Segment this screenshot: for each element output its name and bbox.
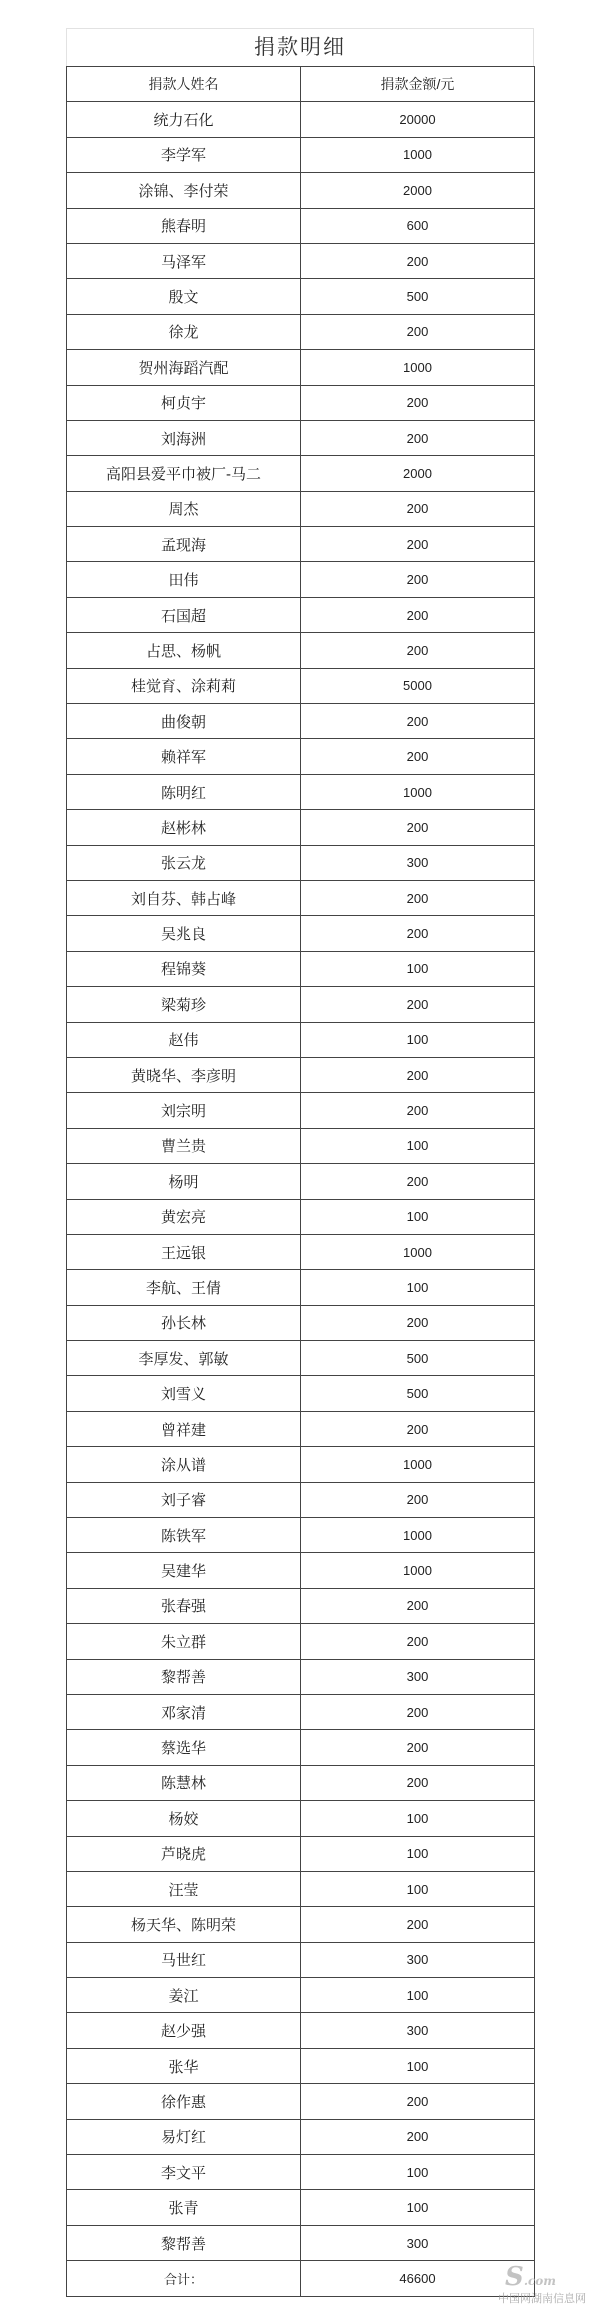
donor-name-cell: 杨明	[67, 1164, 301, 1199]
donor-name-cell: 朱立群	[67, 1624, 301, 1659]
table-row	[67, 1093, 535, 1128]
donor-name-cell: 李厚发、郭敏	[67, 1341, 301, 1376]
donor-name-cell: 李航、王倩	[67, 1270, 301, 1305]
donation-amount-cell: 1000	[301, 1518, 535, 1553]
table-row	[67, 2084, 535, 2119]
donation-amount-cell: 500	[301, 1376, 535, 1411]
donation-amount-cell: 200	[301, 880, 535, 915]
table-row	[67, 562, 535, 597]
table-row	[67, 102, 535, 137]
donor-name-cell: 柯贞宇	[67, 385, 301, 420]
table-row	[67, 1871, 535, 1906]
donor-name-cell: 蔡选华	[67, 1730, 301, 1765]
donation-amount-cell: 200	[301, 562, 535, 597]
table-row	[67, 2155, 535, 2190]
donation-amount-cell: 100	[301, 1199, 535, 1234]
site-watermark	[436, 2262, 586, 2306]
donation-amount-cell: 100	[301, 1022, 535, 1057]
table-row	[67, 2013, 535, 2048]
donation-amount-cell: 1000	[301, 1553, 535, 1588]
table-row	[67, 2190, 535, 2225]
donation-amount-cell: 200	[301, 1765, 535, 1800]
donation-amount-cell: 200	[301, 314, 535, 349]
table-row	[67, 1518, 535, 1553]
table-row	[67, 1942, 535, 1977]
donor-name-cell: 程锦葵	[67, 951, 301, 986]
donation-amount-cell: 200	[301, 1907, 535, 1942]
donation-amount-cell: 200	[301, 1624, 535, 1659]
donation-amount-cell: 100	[301, 1128, 535, 1163]
donation-amount-cell: 200	[301, 739, 535, 774]
table-row	[67, 1624, 535, 1659]
donor-name-cell: 田伟	[67, 562, 301, 597]
donation-amount-cell: 5000	[301, 668, 535, 703]
donation-amount-cell: 200	[301, 2084, 535, 2119]
donor-name-cell: 杨天华、陈明荣	[67, 1907, 301, 1942]
table-row	[67, 1234, 535, 1269]
donation-amount-cell: 2000	[301, 456, 535, 491]
table-row	[67, 916, 535, 951]
donation-amount-cell: 300	[301, 845, 535, 880]
donor-name-cell: 徐龙	[67, 314, 301, 349]
donation-amount-cell: 100	[301, 1871, 535, 1906]
donor-name-cell: 赵少强	[67, 2013, 301, 2048]
table-row	[67, 739, 535, 774]
donation-amount-cell: 200	[301, 243, 535, 278]
donation-amount-cell: 20000	[301, 102, 535, 137]
table-row	[67, 173, 535, 208]
donor-name-cell: 李学军	[67, 137, 301, 172]
donation-amount-cell: 200	[301, 633, 535, 668]
table-row	[67, 1128, 535, 1163]
donation-amount-cell: 200	[301, 987, 535, 1022]
donation-amount-cell: 200	[301, 810, 535, 845]
donor-name-cell: 陈铁军	[67, 1518, 301, 1553]
header-donation-amount: 捐款金额/元	[301, 67, 535, 102]
donor-name-cell: 邓家清	[67, 1694, 301, 1729]
donor-name-cell: 马世红	[67, 1942, 301, 1977]
donor-name-cell: 徐作惠	[67, 2084, 301, 2119]
donation-amount-cell: 200	[301, 916, 535, 951]
watermark-text: 中国网湖南信息网	[498, 2293, 586, 2305]
donor-name-cell: 曲俊朝	[67, 704, 301, 739]
table-row	[67, 1411, 535, 1446]
donor-name-cell: 涂锦、李付荣	[67, 173, 301, 208]
donor-name-cell: 涂从谱	[67, 1447, 301, 1482]
donor-name-cell: 孙长林	[67, 1305, 301, 1340]
table-row	[67, 1022, 535, 1057]
donation-amount-cell: 100	[301, 1270, 535, 1305]
donation-amount-cell: 1000	[301, 1234, 535, 1269]
table-row	[67, 1447, 535, 1482]
donor-name-cell: 刘宗明	[67, 1093, 301, 1128]
table-row	[67, 420, 535, 455]
table-row	[67, 633, 535, 668]
table-row	[67, 1376, 535, 1411]
page-title: 捐款明细	[66, 28, 534, 66]
donor-name-cell: 吴建华	[67, 1553, 301, 1588]
table-row	[67, 774, 535, 809]
donation-amount-cell: 200	[301, 704, 535, 739]
donor-name-cell: 熊春明	[67, 208, 301, 243]
donation-amount-cell: 100	[301, 2048, 535, 2083]
table-row	[67, 1907, 535, 1942]
donor-name-cell: 高阳县爱平巾被厂-马二	[67, 456, 301, 491]
table-row	[67, 1057, 535, 1092]
donor-name-cell: 张华	[67, 2048, 301, 2083]
table-row	[67, 951, 535, 986]
table-row	[67, 1588, 535, 1623]
donor-name-cell: 赵彬林	[67, 810, 301, 845]
donor-name-cell: 刘子睿	[67, 1482, 301, 1517]
donation-amount-cell: 300	[301, 2013, 535, 2048]
donation-amount-cell: 1000	[301, 1447, 535, 1482]
table-row	[67, 491, 535, 526]
donation-amount-cell: 200	[301, 1694, 535, 1729]
donor-name-cell: 吴兆良	[67, 916, 301, 951]
donor-name-cell: 占思、杨帆	[67, 633, 301, 668]
donor-name-cell: 张春强	[67, 1588, 301, 1623]
donation-sheet	[66, 28, 534, 2297]
donor-name-cell: 李文平	[67, 2155, 301, 2190]
donation-amount-cell: 1000	[301, 137, 535, 172]
donor-name-cell: 黄宏亮	[67, 1199, 301, 1234]
donation-amount-cell: 1000	[301, 774, 535, 809]
donor-name-cell: 孟现海	[67, 527, 301, 562]
donation-amount-cell: 200	[301, 1164, 535, 1199]
donation-amount-cell: 500	[301, 279, 535, 314]
donor-name-cell: 统力石化	[67, 102, 301, 137]
donation-amount-cell: 200	[301, 527, 535, 562]
donation-amount-cell: 300	[301, 2225, 535, 2260]
table-row	[67, 1341, 535, 1376]
donor-name-cell: 王远银	[67, 1234, 301, 1269]
table-row	[67, 1730, 535, 1765]
donor-name-cell: 黎帮善	[67, 1659, 301, 1694]
donor-name-cell: 陈慧林	[67, 1765, 301, 1800]
table-row	[67, 1164, 535, 1199]
table-row	[67, 243, 535, 278]
table-header-row	[67, 67, 535, 102]
donation-amount-cell: 200	[301, 1588, 535, 1623]
donor-name-cell: 芦晓虎	[67, 1836, 301, 1871]
donor-name-cell: 梁菊珍	[67, 987, 301, 1022]
donation-amount-cell: 2000	[301, 173, 535, 208]
donation-amount-cell: 100	[301, 1836, 535, 1871]
total-label: 合计：	[67, 2261, 301, 2296]
table-row	[67, 2225, 535, 2260]
donor-name-cell: 曾祥建	[67, 1411, 301, 1446]
donation-amount-cell: 100	[301, 2190, 535, 2225]
table-body	[67, 102, 535, 2261]
table-row	[67, 1694, 535, 1729]
donor-name-cell: 贺州海蹈汽配	[67, 350, 301, 385]
table-row	[67, 1836, 535, 1871]
table-row	[67, 385, 535, 420]
donation-amount-cell: 200	[301, 1305, 535, 1340]
table-row	[67, 1482, 535, 1517]
table-row	[67, 314, 535, 349]
table-row	[67, 597, 535, 632]
table-row	[67, 880, 535, 915]
table-row	[67, 2048, 535, 2083]
donation-amount-cell: 200	[301, 420, 535, 455]
table-row	[67, 350, 535, 385]
table-row	[67, 810, 535, 845]
table-row	[67, 137, 535, 172]
donor-name-cell: 杨姣	[67, 1801, 301, 1836]
table-row	[67, 2119, 535, 2154]
donation-amount-cell: 200	[301, 1411, 535, 1446]
donation-amount-cell: 200	[301, 1730, 535, 1765]
table-row	[67, 704, 535, 739]
donation-amount-cell: 1000	[301, 350, 535, 385]
donation-amount-cell: 500	[301, 1341, 535, 1376]
table-row	[67, 527, 535, 562]
table-row	[67, 208, 535, 243]
table-row	[67, 1765, 535, 1800]
donation-amount-cell: 200	[301, 1482, 535, 1517]
table-row	[67, 279, 535, 314]
table-row	[67, 845, 535, 880]
donor-name-cell: 桂觉育、涂莉莉	[67, 668, 301, 703]
donation-amount-cell: 100	[301, 2155, 535, 2190]
donation-amount-cell: 600	[301, 208, 535, 243]
table-row	[67, 1978, 535, 2013]
table-row	[67, 1553, 535, 1588]
donor-name-cell: 黄晓华、李彦明	[67, 1057, 301, 1092]
donor-name-cell: 周杰	[67, 491, 301, 526]
donation-table	[66, 66, 535, 2297]
donor-name-cell: 张云龙	[67, 845, 301, 880]
watermark-logo: S.com	[505, 2262, 556, 2292]
donor-name-cell: 易灯红	[67, 2119, 301, 2154]
donation-amount-cell: 200	[301, 385, 535, 420]
donation-amount-cell: 100	[301, 1801, 535, 1836]
table-row	[67, 987, 535, 1022]
donor-name-cell: 黎帮善	[67, 2225, 301, 2260]
donor-name-cell: 刘自芬、韩占峰	[67, 880, 301, 915]
table-row	[67, 1659, 535, 1694]
header-donor-name: 捐款人姓名	[67, 67, 301, 102]
table-row	[67, 668, 535, 703]
donation-amount-cell: 300	[301, 1942, 535, 1977]
table-row	[67, 1801, 535, 1836]
donor-name-cell: 刘海洲	[67, 420, 301, 455]
donor-name-cell: 张青	[67, 2190, 301, 2225]
donor-name-cell: 姜江	[67, 1978, 301, 2013]
donation-amount-cell: 200	[301, 2119, 535, 2154]
donation-amount-cell: 200	[301, 1093, 535, 1128]
donation-amount-cell: 200	[301, 597, 535, 632]
donor-name-cell: 赖祥军	[67, 739, 301, 774]
total-amount: 46600	[301, 2261, 535, 2296]
donor-name-cell: 马泽军	[67, 243, 301, 278]
donation-amount-cell: 300	[301, 1659, 535, 1694]
donor-name-cell: 殷文	[67, 279, 301, 314]
donor-name-cell: 刘雪义	[67, 1376, 301, 1411]
donor-name-cell: 石国超	[67, 597, 301, 632]
donor-name-cell: 赵伟	[67, 1022, 301, 1057]
table-row	[67, 1270, 535, 1305]
donor-name-cell: 陈明红	[67, 774, 301, 809]
donation-amount-cell: 100	[301, 1978, 535, 2013]
donor-name-cell: 汪莹	[67, 1871, 301, 1906]
donor-name-cell: 曹兰贵	[67, 1128, 301, 1163]
table-row	[67, 1199, 535, 1234]
donation-amount-cell: 200	[301, 491, 535, 526]
donation-amount-cell: 100	[301, 951, 535, 986]
table-row	[67, 456, 535, 491]
donation-amount-cell: 200	[301, 1057, 535, 1092]
table-row	[67, 1305, 535, 1340]
